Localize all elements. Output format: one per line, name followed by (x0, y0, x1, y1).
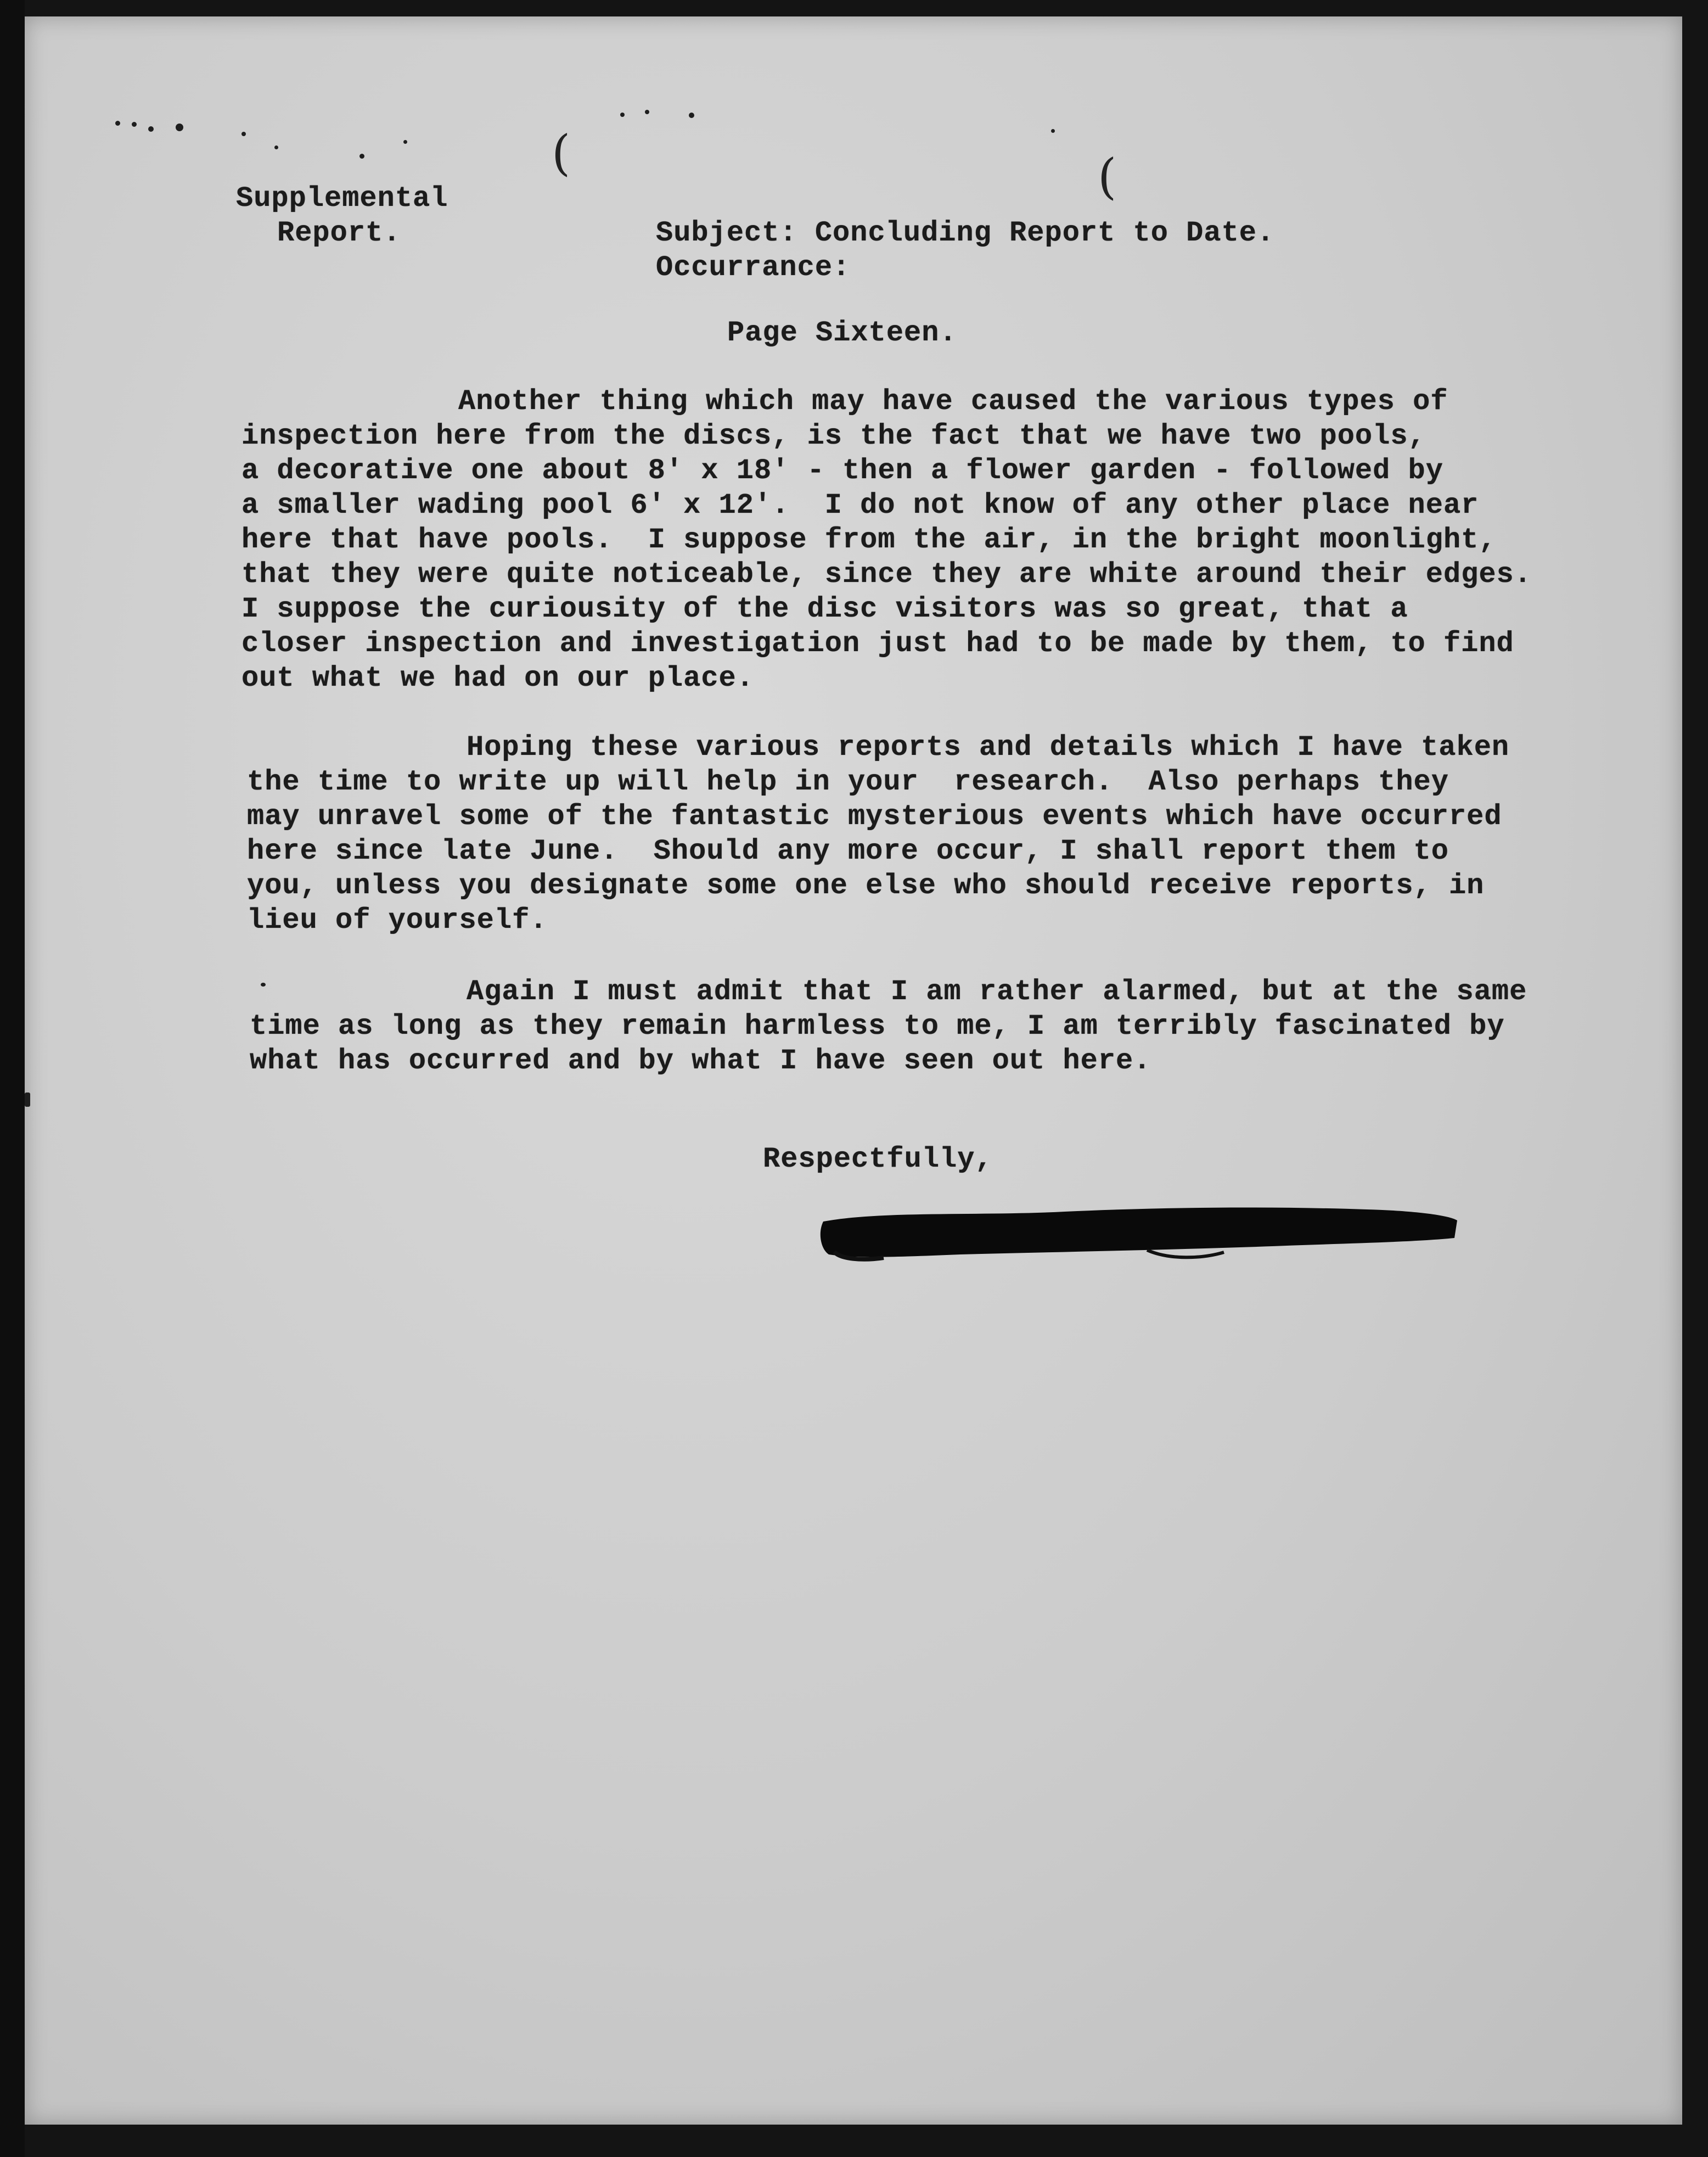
scan-speck (261, 983, 266, 987)
scan-speck (115, 121, 120, 126)
paragraph-line: the time to write up will help in your research. Also perhaps they (247, 766, 1449, 798)
paragraph-line: Again I must admit that I am rather alarmed, but at the same (467, 976, 1527, 1008)
document-page (25, 16, 1682, 2125)
paragraph-line: what has occurred and by what I have seen out here. (250, 1045, 1151, 1077)
scan-speck (25, 1092, 30, 1107)
paragraph-line: Hoping these various reports and details which I have taken (467, 731, 1510, 764)
paragraph-line: here since late June. Should any more occur, I shall report them to (247, 835, 1449, 867)
header-left-line1: Supplemental (236, 182, 448, 215)
paragraph-line: lieu of yourself. (247, 904, 548, 937)
paragraph-line: here that have pools. I suppose from the air, in the bright moonlight, (241, 524, 1497, 556)
scan-speck (132, 122, 137, 127)
paragraph-line: inspection here from the discs, is the fact that we have two pools, (241, 420, 1426, 452)
paragraph-line: closer inspection and investigation just had to be made by them, to find (241, 628, 1514, 660)
scan-speck (359, 154, 364, 159)
scan-speck (403, 140, 407, 144)
header-left-line2: Report. (277, 217, 401, 249)
page-label: Page Sixteen. (727, 317, 957, 349)
paragraph-line: out what we had on our place. (241, 662, 754, 694)
paragraph-line: a decorative one about 8' x 18' - then a flower garden - followed by (241, 455, 1443, 487)
paragraph-line: I suppose the curiousity of the disc visitors was so great, that a (241, 593, 1408, 625)
paragraph-line: that they were quite noticeable, since they are white around their edges. (241, 558, 1532, 591)
closing-salutation: Respectfully, (763, 1143, 993, 1175)
scan-speck (620, 113, 625, 117)
subject-line: Subject: Concluding Report to Date. (656, 217, 1275, 249)
paragraph-line: a smaller wading pool 6' x 12'. I do not know of any other place near (241, 489, 1479, 522)
scan-mark-bracket: ( (552, 125, 571, 181)
occurrance-line: Occurrance: (656, 251, 851, 284)
scan-speck (689, 113, 694, 118)
scan-speck (274, 145, 278, 149)
redaction-mark (818, 1200, 1460, 1263)
paragraph-line: time as long as they remain harmless to me, I am terribly fascinated by (250, 1010, 1505, 1043)
paragraph-line: you, unless you designate some one else who should receive reports, in (247, 870, 1485, 902)
scan-speck (241, 132, 246, 136)
scan-speck (645, 110, 649, 114)
redacted-signature (818, 1200, 1460, 1263)
scan-mark-bracket: ( (1098, 148, 1117, 205)
scan-speck (1051, 129, 1055, 133)
paragraph-line: may unravel some of the fantastic mysterious events which have occurred (247, 800, 1502, 833)
scan-speck (148, 126, 154, 132)
scan-speck (176, 124, 183, 131)
paragraph-line: Another thing which may have caused the various types of (458, 385, 1448, 418)
scan-border (0, 0, 25, 2157)
